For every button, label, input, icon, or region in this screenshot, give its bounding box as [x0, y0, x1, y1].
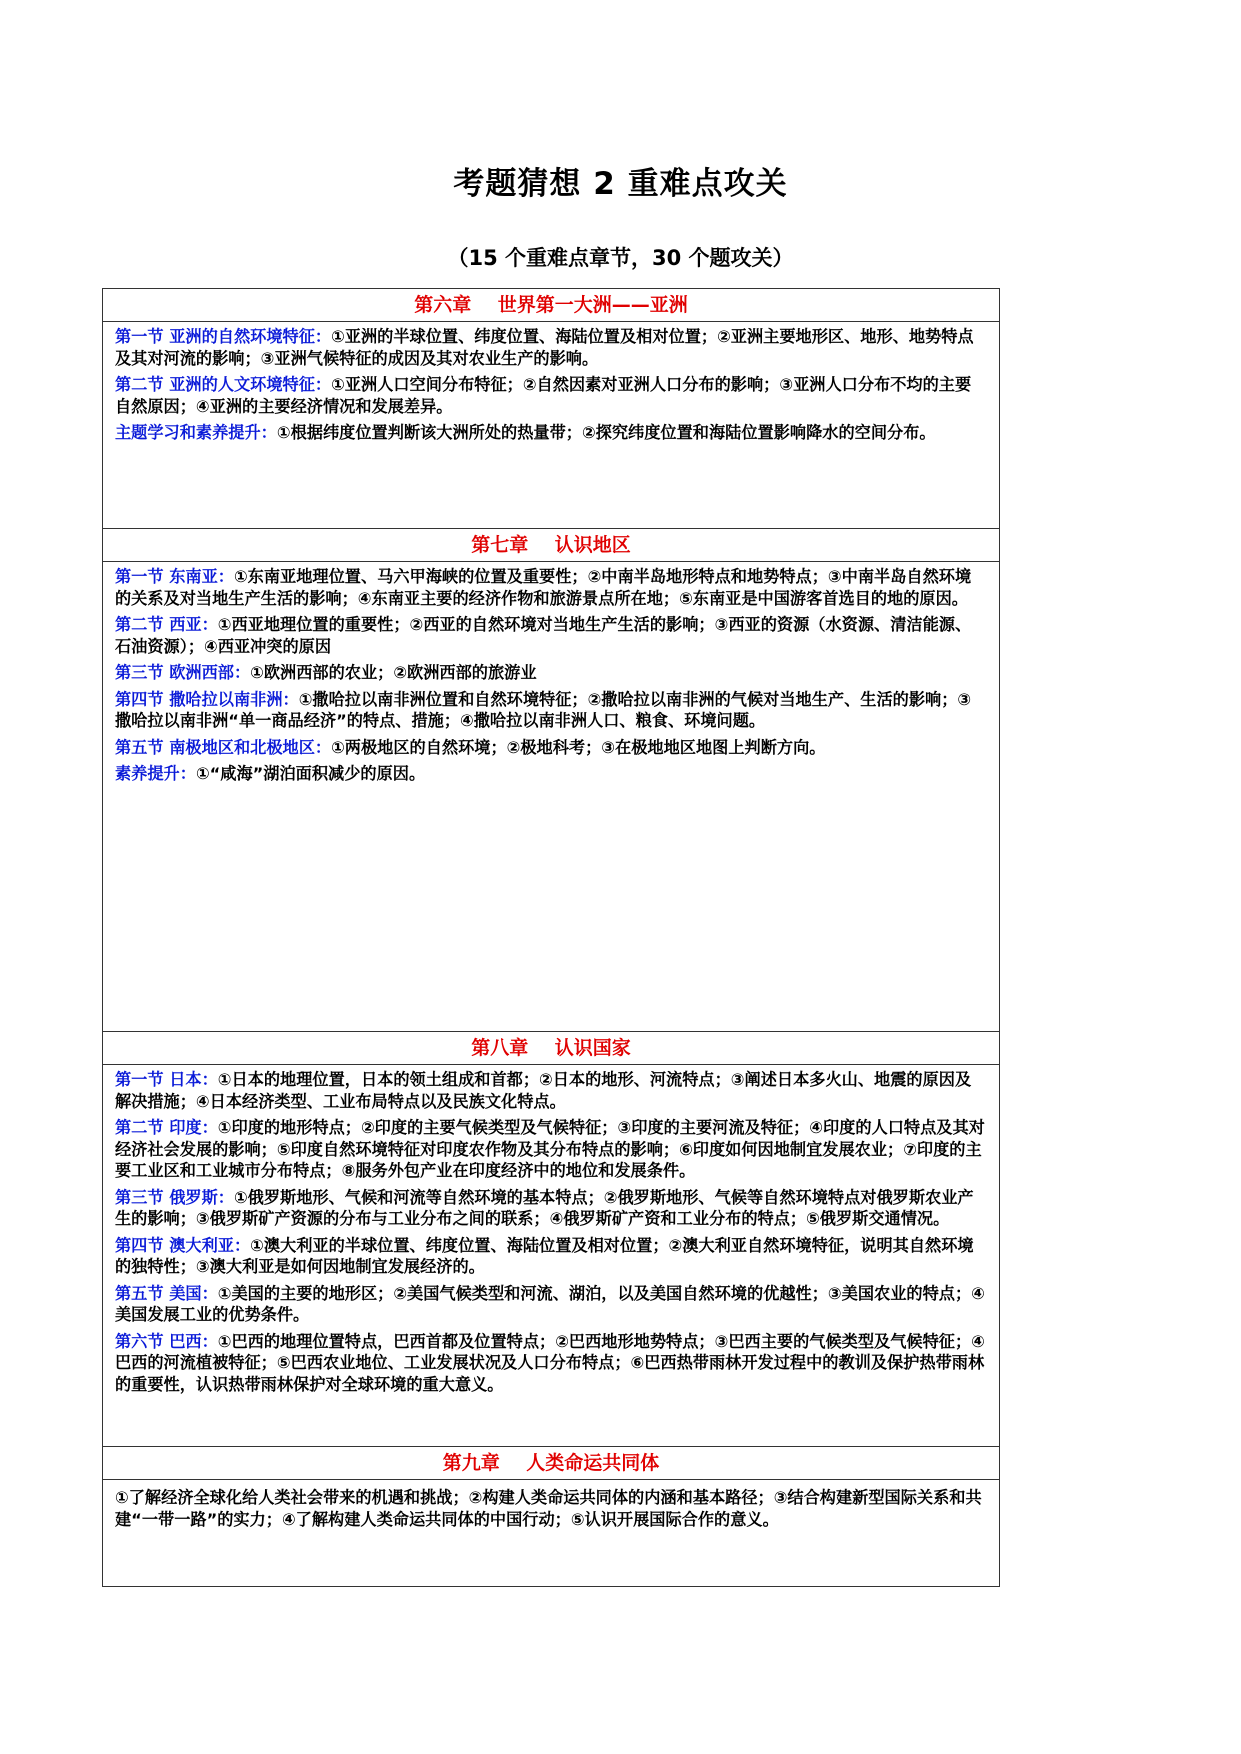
section-label: 素养提升： [115, 764, 196, 783]
section-label: 第一节 东南亚： [115, 567, 234, 586]
section-label: 第二节 西亚： [115, 615, 218, 634]
section-label: 第一节 亚洲的自然环境特征： [115, 327, 332, 346]
section-text: ①美国的主要的地形区；②美国气候类型和河流、湖泊，以及美国自然环境的优越性；③美国农业的特点；④美国发展工业的优势条件。 [115, 1283, 985, 1324]
section-label: 第二节 印度： [115, 1118, 218, 1137]
outline-table [102, 288, 1000, 1587]
section-item [115, 662, 985, 684]
section-item [115, 566, 985, 609]
section-label: 第四节 撒哈拉以南非洲： [115, 689, 299, 709]
section-item [115, 1187, 985, 1230]
section-text: ①俄罗斯地形、气候和河流等自然环境的基本特点；②俄罗斯地形、气候等自然环境特点对俄罗斯农业产生的影响；③俄罗斯矿产资源的分布与工业分布之间的联系；④俄罗斯矿产资和工业分布的特点；⑤俄罗斯交通情况。 [115, 1187, 974, 1228]
chapter-heading: 第七章 认识地区 [103, 529, 999, 562]
chapter-text: ①了解经济全球化给人类社会带来的机遇和挑战；②构建人类命运共同体的内涵和基本路径；③结合构建新型国际关系和共建“一带一路”的实力；④了解构建人类命运共同体的中国行动；⑤认识开展国际合作的意义。 [115, 1488, 982, 1529]
section-text: ①撒哈拉以南非洲位置和自然环境特征；②撒哈拉以南非洲的气候对当地生产、生活的影响；③撒哈拉以南非洲“单一商品经济”的特点、措施；④撒哈拉以南非洲人口、粮食、环境问题。 [115, 689, 972, 730]
section-label: 第四节 澳大利亚： [115, 1235, 251, 1255]
section-text: ①巴西的地理位置特点，巴西首都及位置特点；②巴西地形地势特点；③巴西主要的气候类型及气候特征；④巴西的河流植被特征；⑤巴西农业地位、工业发展状况及人口分布特点；⑥巴西热带雨林开发过程中的教训及保护热带雨林的重要性，认识热带雨林保护对全球环境的重大意义。 [115, 1331, 985, 1394]
chapter-section [103, 1446, 999, 1586]
section-item [115, 737, 985, 759]
section-text: ①西亚地理位置的重要性；②西亚的自然环境对当地生产生活的影响；③西亚的资源（水资源、清洁能源、石油资源）；④西亚冲突的原因 [115, 615, 972, 656]
section-item [115, 422, 985, 444]
chapter-heading: 第八章 认识国家 [103, 1032, 999, 1065]
section-label: 第五节 美国： [115, 1283, 218, 1303]
section-item [115, 763, 985, 785]
section-item [115, 1331, 985, 1396]
section-label: 第二节 亚洲的人文环境特征： [115, 375, 332, 394]
section-item [115, 689, 985, 732]
chapter-body [103, 322, 999, 444]
section-item [115, 1069, 985, 1112]
section-label: 主题学习和素养提升： [115, 423, 277, 442]
section-text: ①欧洲西部的农业；②欧洲西部的旅游业 [250, 663, 537, 682]
chapter-heading: 第九章 人类命运共同体 [103, 1447, 999, 1480]
chapter-heading: 第六章 世界第一大洲——亚洲 [103, 289, 999, 322]
chapter-section [103, 1031, 999, 1446]
section-text: ①“咸海”湖泊面积减少的原因。 [195, 764, 426, 783]
chapter-body [103, 1480, 999, 1530]
section-label: 第六节 巴西： [115, 1331, 218, 1351]
section-text: ①亚洲人口空间分布特征；②自然因素对亚洲人口分布的影响；③亚洲人口分布不均的主要自然原因；④亚洲的主要经济情况和发展差异。 [115, 375, 972, 416]
chapter-section [103, 289, 999, 528]
page-title: 考题猜想 2 重难点攻关 [453, 166, 788, 202]
section-item [115, 1283, 985, 1326]
chapter-body [103, 562, 999, 785]
section-item [115, 614, 985, 657]
section-label: 第三节 俄罗斯： [115, 1187, 234, 1207]
section-item [115, 374, 985, 417]
section-label: 第五节 南极地区和北极地区： [115, 737, 332, 757]
section-text: ①根据纬度位置判断该大洲所处的热量带；②探究纬度位置和海陆位置影响降水的空间分布。 [276, 423, 936, 442]
section-text: ①日本的地理位置，日本的领土组成和首都；②日本的地形、河流特点；③阐述日本多火山、地震的原因及解决措施；④日本经济类型、工业布局特点以及民族文化特点。 [115, 1070, 972, 1111]
page-subtitle: （15 个重难点章节，30 个题攻关） [447, 246, 794, 270]
section-label: 第三节 欧洲西部： [115, 663, 251, 682]
section-text: ①印度的地形特点；②印度的主要气候类型及气候特征；③印度的主要河流及特征；④印度的人口特点及其对经济社会发展的影响；⑤印度自然环境特征对印度农作物及其分布特点的影响；⑥印度如何因地制宜发展农业；⑦印度的主要工业区和工业城市分布特点；⑧服务外包产业在印度经济中的地位和发展条件。 [115, 1118, 985, 1180]
section-text: ①两极地区的自然环境；②极地科考；③在极地地区地图上判断方向。 [331, 737, 826, 757]
section-text: ①澳大利亚的半球位置、纬度位置、海陆位置及相对位置；②澳大利亚自然环境特征，说明其自然环境的独特性；③澳大利亚是如何因地制宜发展经济的。 [115, 1235, 974, 1276]
chapter-section [103, 528, 999, 1031]
section-item [115, 1117, 985, 1182]
chapter-body [103, 1065, 999, 1395]
section-label: 第一节 日本： [115, 1070, 218, 1089]
section-item [115, 326, 985, 369]
section-text: ①亚洲的半球位置、纬度位置、海陆位置及相对位置；②亚洲主要地形区、地形、地势特点及其对河流的影响；③亚洲气候特征的成因及其对农业生产的影响。 [115, 327, 974, 368]
section-text: ①东南亚地理位置、马六甲海峡的位置及重要性；②中南半岛地形特点和地势特点；③中南半岛自然环境的关系及对当地生产生活的影响；④东南亚主要的经济作物和旅游景点所在地；⑤东南亚是中国游客首选目的地的原因。 [115, 567, 972, 608]
section-item [115, 1235, 985, 1278]
